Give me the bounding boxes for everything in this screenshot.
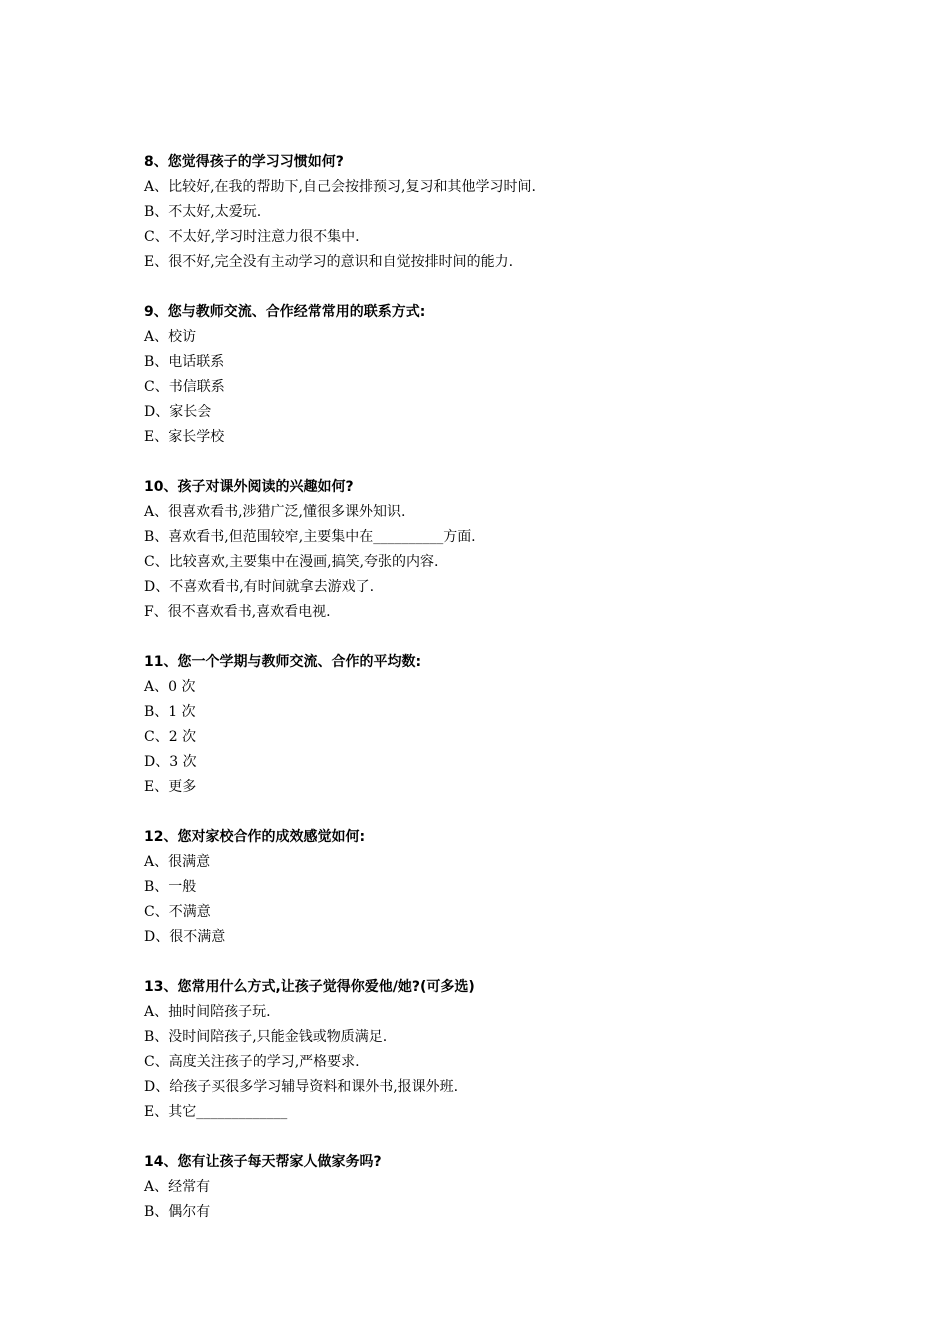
question-title: 12、您对家校合作的成效感觉如何: <box>144 829 366 845</box>
option-b: B、没时间陪孩子,只能金钱或物质满足. <box>144 1029 388 1045</box>
question-11 <box>144 650 844 800</box>
question-title: 11、您一个学期与教师交流、合作的平均数: <box>144 654 422 670</box>
option-c: C、2 次 <box>144 729 197 745</box>
option-c: C、不满意 <box>144 904 211 920</box>
option-a: A、很满意 <box>144 854 211 870</box>
option-a: A、校访 <box>144 329 197 345</box>
option-a: A、比较好,在我的帮助下,自己会按排预习,复习和其他学习时间. <box>144 179 536 195</box>
option-b: B、电话联系 <box>144 354 225 370</box>
option-d: D、不喜欢看书,有时间就拿去游戏了. <box>144 579 375 595</box>
question-9 <box>144 300 844 450</box>
option-d: D、3 次 <box>144 754 197 770</box>
question-title: 10、孩子对课外阅读的兴趣如何? <box>144 479 354 495</box>
option-d: D、家长会 <box>144 404 212 420</box>
option-e: E、更多 <box>144 779 197 795</box>
question-14 <box>144 1150 844 1225</box>
question-8 <box>144 150 844 275</box>
question-10 <box>144 475 844 625</box>
option-d: D、很不满意 <box>144 929 226 945</box>
option-a: A、0 次 <box>144 679 196 695</box>
option-a: A、经常有 <box>144 1179 211 1195</box>
option-b: B、不太好,太爱玩. <box>144 204 262 220</box>
question-12 <box>144 825 844 950</box>
question-title: 9、您与教师交流、合作经常常用的联系方式: <box>144 304 426 320</box>
question-title: 13、您常用什么方式,让孩子觉得你爱他/她?(可多选) <box>144 979 475 995</box>
option-d: D、给孩子买很多学习辅导资料和课外书,报课外班. <box>144 1079 459 1095</box>
option-b: B、喜欢看书,但范围较窄,主要集中在__________方面. <box>144 529 476 545</box>
option-e: E、很不好,完全没有主动学习的意识和自觉按排时间的能力. <box>144 254 514 270</box>
option-b: B、偶尔有 <box>144 1204 211 1220</box>
question-title: 14、您有让孩子每天帮家人做家务吗? <box>144 1154 382 1170</box>
option-a: A、抽时间陪孩子玩. <box>144 1004 271 1020</box>
option-e: E、家长学校 <box>144 429 225 445</box>
option-a: A、很喜欢看书,涉猎广泛,懂很多课外知识. <box>144 504 406 520</box>
option-c: C、不太好,学习时注意力很不集中. <box>144 229 360 245</box>
option-e: E、其它_____________ <box>144 1104 288 1120</box>
questionnaire-content <box>144 150 844 1250</box>
question-13 <box>144 975 844 1125</box>
option-b: B、1 次 <box>144 704 196 720</box>
option-b: B、一般 <box>144 879 197 895</box>
option-f: F、很不喜欢看书,喜欢看电视. <box>144 604 331 620</box>
question-title: 8、您觉得孩子的学习习惯如何? <box>144 154 344 170</box>
option-c: C、书信联系 <box>144 379 225 395</box>
option-c: C、比较喜欢,主要集中在漫画,搞笑,夸张的内容. <box>144 554 439 570</box>
option-c: C、高度关注孩子的学习,严格要求. <box>144 1054 360 1070</box>
